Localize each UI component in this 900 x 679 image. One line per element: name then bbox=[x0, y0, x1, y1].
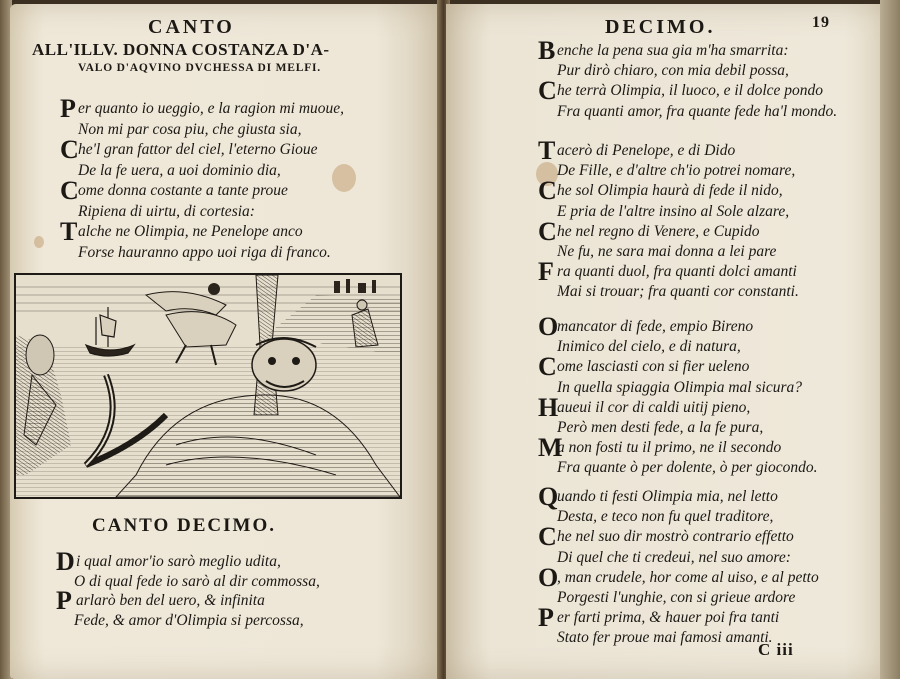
verse-line: In quella spiaggia Olimpia mal sicura? bbox=[557, 378, 802, 396]
running-header-left: CANTO bbox=[148, 16, 235, 38]
initial-capital: T bbox=[538, 136, 556, 165]
book-right-edge bbox=[880, 0, 900, 679]
verse-line: er farti prima, & hauer poi fra tanti bbox=[557, 609, 780, 627]
verse-line: Però men desti fede, a la fe pura, bbox=[557, 419, 764, 436]
verse-line: O di qual fede io sarò al dir commossa, bbox=[74, 572, 320, 590]
initial-capital: C bbox=[538, 522, 557, 552]
verse-line: aueui il cor di caldi uitij pieno, bbox=[557, 398, 751, 416]
verse-line: E pria de l'altre insino al Sole alzare, bbox=[557, 202, 790, 220]
dedication-heading-line1: ALL'ILLV. DONNA COSTANZA D'A- bbox=[32, 40, 330, 59]
verse-line: Desta, e teco non fu quel traditore, bbox=[557, 508, 774, 526]
initial-capital: P bbox=[60, 94, 76, 123]
verse-line: i qual amor'io sarò meglio udita, bbox=[76, 553, 281, 570]
initial-capital: P bbox=[538, 603, 554, 633]
dedication-heading-line2: VALO D'AQVINO DVCHESSA DI MELFI. bbox=[78, 62, 321, 74]
initial-capital: C bbox=[60, 176, 79, 205]
verse-line: Fede, & amor d'Olimpia si percossa, bbox=[74, 611, 304, 629]
initial-capital: O bbox=[538, 312, 559, 341]
verse-line: Di quel che ti credeui, nel suo amore: bbox=[557, 548, 791, 566]
initial-capital: T bbox=[60, 217, 78, 246]
verse-line: De la fe uera, a uoi dominio dia, bbox=[78, 161, 281, 179]
verse-line: ra quanti duol, fra quanti dolci amanti bbox=[557, 263, 797, 281]
initial-capital: D bbox=[56, 547, 75, 576]
verse-line: Inimico del cielo, e di natura, bbox=[557, 338, 741, 356]
verse-line: mancator di fede, empio Bireno bbox=[557, 318, 754, 335]
verse-line: alche ne Olimpia, ne Penelope anco bbox=[78, 223, 303, 240]
verse-line: arlarò ben del uero, & infinita bbox=[76, 592, 265, 609]
verse-line: er quanto io ueggio, e la ragion mi muoue, bbox=[78, 100, 345, 117]
woodcut-scene bbox=[16, 275, 400, 497]
folio-number: 19 bbox=[812, 14, 830, 31]
foxing-stain bbox=[34, 236, 44, 248]
verse-line: Forse hauranno appo uoi riga di franco. bbox=[78, 243, 331, 261]
verse-line: Porgesti l'unghie, con si grieue ardore bbox=[557, 589, 796, 606]
verse-line: acerò di Penelope, e di Dido bbox=[557, 142, 736, 159]
verse-line: De Fille, e d'altre ch'io potrei nomare, bbox=[557, 162, 796, 180]
verse-line: , man crudele, hor come al uiso, e al petto bbox=[557, 568, 819, 586]
initial-capital: P bbox=[56, 586, 72, 615]
verse-line: he nel suo dir mostrò contrario effetto bbox=[557, 528, 794, 546]
verse-line: he sol Olimpia haurà di fede il nido, bbox=[557, 182, 783, 200]
initial-capital: C bbox=[538, 352, 557, 382]
verse-line: uando ti festi Olimpia mia, nel letto bbox=[557, 488, 778, 505]
verse-line: Fra quante ò per dolente, ò per giocondo. bbox=[557, 459, 818, 477]
running-header-right: DECIMO. bbox=[605, 16, 716, 38]
initial-capital: H bbox=[538, 392, 559, 422]
verse-line: enche la pena sua gia m'ha smarrita: bbox=[557, 42, 789, 59]
verse-line: he terrà Olimpia, il luoco, e il dolce pondo bbox=[557, 82, 824, 100]
initial-capital: B bbox=[538, 36, 556, 65]
woodcut-illustration bbox=[14, 273, 402, 499]
verse-line: Stato fer proue mai famosi amanti. bbox=[557, 629, 773, 647]
initial-capital: O bbox=[538, 562, 559, 592]
verse-line: Mai si trouar; fra quanti cor constanti. bbox=[557, 283, 799, 301]
verse-line: he'l gran fattor del ciel, l'eterno Gioue bbox=[78, 141, 318, 158]
verse-line: ome donna costante a tante proue bbox=[78, 182, 288, 199]
initial-capital: C bbox=[60, 135, 79, 164]
verse-line: Pur dirò chiaro, con mia debil possa, bbox=[557, 62, 789, 80]
verse-line: Fra quanti amor, fra quante fede ha'l mondo. bbox=[557, 102, 838, 120]
verse-line: Ripiena di uirtu, di cortesia: bbox=[78, 202, 255, 220]
verse-line: Ne fu, ne sara mai donna a lei pare bbox=[557, 243, 777, 260]
foxing-stain bbox=[332, 164, 356, 192]
canto-title: CANTO DECIMO. bbox=[92, 515, 276, 536]
verse-line: a non fosti tu il primo, ne il secondo bbox=[557, 439, 782, 457]
verse-line: he nel regno di Venere, e Cupido bbox=[557, 222, 760, 240]
verse-line: ome lasciasti con si fier ueleno bbox=[557, 358, 750, 376]
initial-capital: M bbox=[538, 433, 563, 463]
signature-mark: C iii bbox=[758, 640, 794, 659]
initial-capital: F bbox=[538, 257, 554, 287]
initial-capital: Q bbox=[538, 482, 559, 511]
initial-capital: C bbox=[538, 216, 557, 246]
verse-line: Non mi par cosa piu, che giusta sia, bbox=[78, 120, 302, 138]
initial-capital: C bbox=[538, 176, 557, 206]
initial-capital: C bbox=[538, 76, 557, 106]
